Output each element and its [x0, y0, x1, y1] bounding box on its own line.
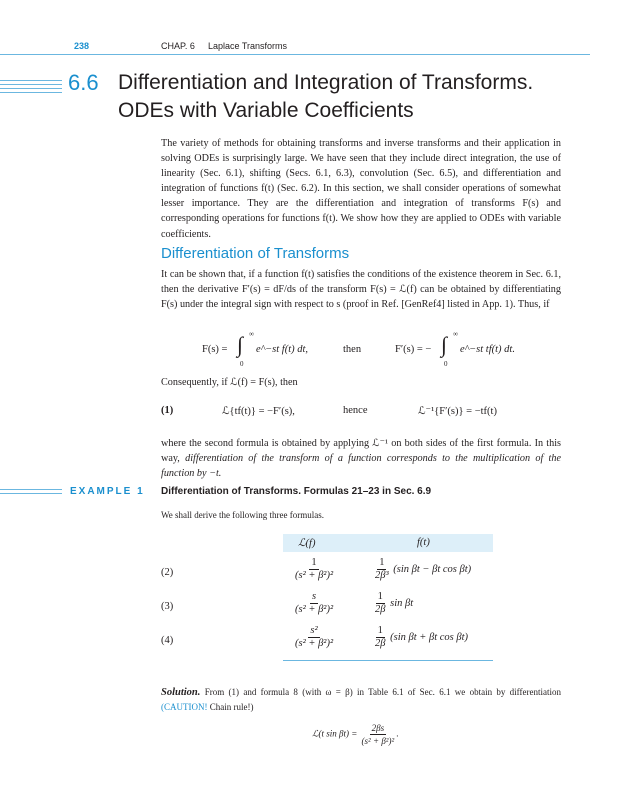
example-label: EXAMPLE 1	[70, 486, 145, 497]
paragraph-2-italic: differentiation of the transform of a function corresponds to the multiplication of the function by −t.	[161, 453, 561, 480]
final-end: .	[396, 728, 399, 739]
final-den: (s² + β²)²	[361, 736, 395, 746]
eq-left-integrand: e^−st f(t) dt,	[256, 344, 309, 355]
eq-right-lower: 0	[444, 360, 448, 368]
paragraph-2	[161, 436, 561, 481]
section-title-line1: Differentiation and Integration of Transforms.	[118, 71, 534, 94]
solution-label: Solution.	[161, 687, 201, 698]
final-num: 2βs	[371, 723, 385, 733]
final-lhs: ℒ(t sin βt) =	[312, 728, 358, 739]
consequently-text: Consequently, if ℒ(f) = F(s), then	[161, 377, 298, 388]
row-2-f-rest: (sin βt − βt cos βt)	[393, 563, 472, 575]
solution-block	[161, 685, 561, 714]
row-2-label: (2)	[161, 567, 174, 578]
row-3-f-num: 1	[377, 591, 383, 602]
row-4-num: s²	[310, 625, 318, 636]
row-4-label: (4)	[161, 635, 174, 646]
table-header-F: ℒ(f)	[298, 538, 316, 549]
eq1-label: (1)	[161, 405, 174, 416]
row-4-den: (s² + β²)²	[295, 638, 334, 649]
page-number: 238	[74, 41, 90, 51]
row-2-function	[373, 557, 471, 582]
row-3-num: s	[312, 591, 317, 602]
row-3-function	[373, 591, 413, 616]
example-intro: We shall derive the following three formulas.	[161, 510, 324, 520]
eq1-hence: hence	[343, 405, 368, 416]
example-title: Differentiation of Transforms. Formulas 21–23 in Sec. 6.9	[161, 486, 432, 497]
eq-right-upper: ∞	[453, 330, 458, 338]
final-equation	[312, 722, 398, 747]
row-4-function	[373, 625, 468, 650]
table-bottom-rule	[283, 660, 493, 661]
row-3-f-den: 2β	[375, 604, 386, 615]
eq-right-lhs: F′(s) = −	[395, 344, 432, 355]
solution-text: From (1) and formula 8 (with ω = β) in Table 6.1 of Sec. 6.1 we obtain by differentiation	[204, 687, 561, 697]
example-rule-2	[0, 493, 62, 494]
eq-right-integrand: e^−st tf(t) dt.	[460, 344, 515, 355]
row-2-f-num: 1	[379, 557, 385, 568]
section-rule-1	[0, 80, 62, 81]
integral-sign-right: ∫	[441, 332, 448, 357]
eq-left-lhs: F(s) =	[202, 344, 228, 355]
table-header-f: f(t)	[417, 537, 430, 548]
eq1-left: ℒ{tf(t)} = −F′(s),	[222, 406, 295, 417]
row-4-f-den: 2β	[375, 638, 386, 649]
eq-then: then	[343, 344, 362, 355]
intro-paragraph: The variety of methods for obtaining transforms and inverse transforms and their application in solving ODEs is surprisingly large. We have seen that they include direct integration, the use of linearity (Sec. 6.1), shifting (Secs. 6.1, 6.3), convolution (Sec. 6.5), and differentiation and integration of functions f(t) (Sec. 6.2). In this section, we shall consider operations of somewhat lesser importance. They are the differentiation and integration of transforms F(s) and corresponding operations for functions f(t). We show how they are applied to ODEs with variable coefficients.	[161, 138, 561, 240]
caution-text: (CAUTION!	[161, 702, 208, 712]
row-3-den: (s² + β²)²	[295, 604, 334, 615]
eq1-right: ℒ⁻¹{F′(s)} = −tf(t)	[418, 406, 497, 417]
row-2-f-den: 2β³	[375, 570, 389, 581]
row-4-f-rest: (sin βt + βt cos βt)	[390, 631, 469, 643]
caution-rest: Chain rule!)	[209, 702, 254, 712]
header-rule	[0, 54, 590, 55]
row-3-transform	[293, 591, 335, 616]
paragraph-2-plain: where the second formula is obtained by applying ℒ⁻¹ on both sides of the first formula. In this way,	[161, 438, 561, 465]
row-4-transform	[293, 625, 335, 650]
section-number: 6.6	[68, 70, 99, 95]
integral-sign-left: ∫	[237, 332, 244, 357]
running-chapter: CHAP. 6	[161, 41, 195, 51]
eq-left-upper: ∞	[249, 330, 254, 338]
row-2-den: (s² + β²)²	[295, 570, 334, 581]
section-title-line2: ODEs with Variable Coefficients	[118, 99, 414, 122]
row-3-label: (3)	[161, 601, 174, 612]
subsection-title: Differentiation of Transforms	[161, 245, 350, 262]
row-4-f-num: 1	[377, 625, 383, 636]
running-title: Laplace Transforms	[208, 41, 288, 51]
row-3-f-rest: sin βt	[390, 597, 414, 609]
example-rule-1	[0, 489, 62, 490]
section-rule-3	[0, 88, 62, 89]
row-2-transform	[293, 557, 335, 582]
eq-left-lower: 0	[240, 360, 244, 368]
section-rule-4	[0, 92, 62, 93]
subsection-paragraph: It can be shown that, if a function f(t) satisfies the conditions of the existence theorem in Sec. 6.1, then the derivative F′(s) = dF/ds of the transform F(s) = ℒ(f) can be obtained by differentiating F(s) under the integral sign with respect to s (proof in Ref. [GenRef4] listed in App. 1). Thus, if	[161, 269, 561, 311]
section-rule-2	[0, 84, 62, 85]
row-2-num: 1	[311, 557, 317, 568]
